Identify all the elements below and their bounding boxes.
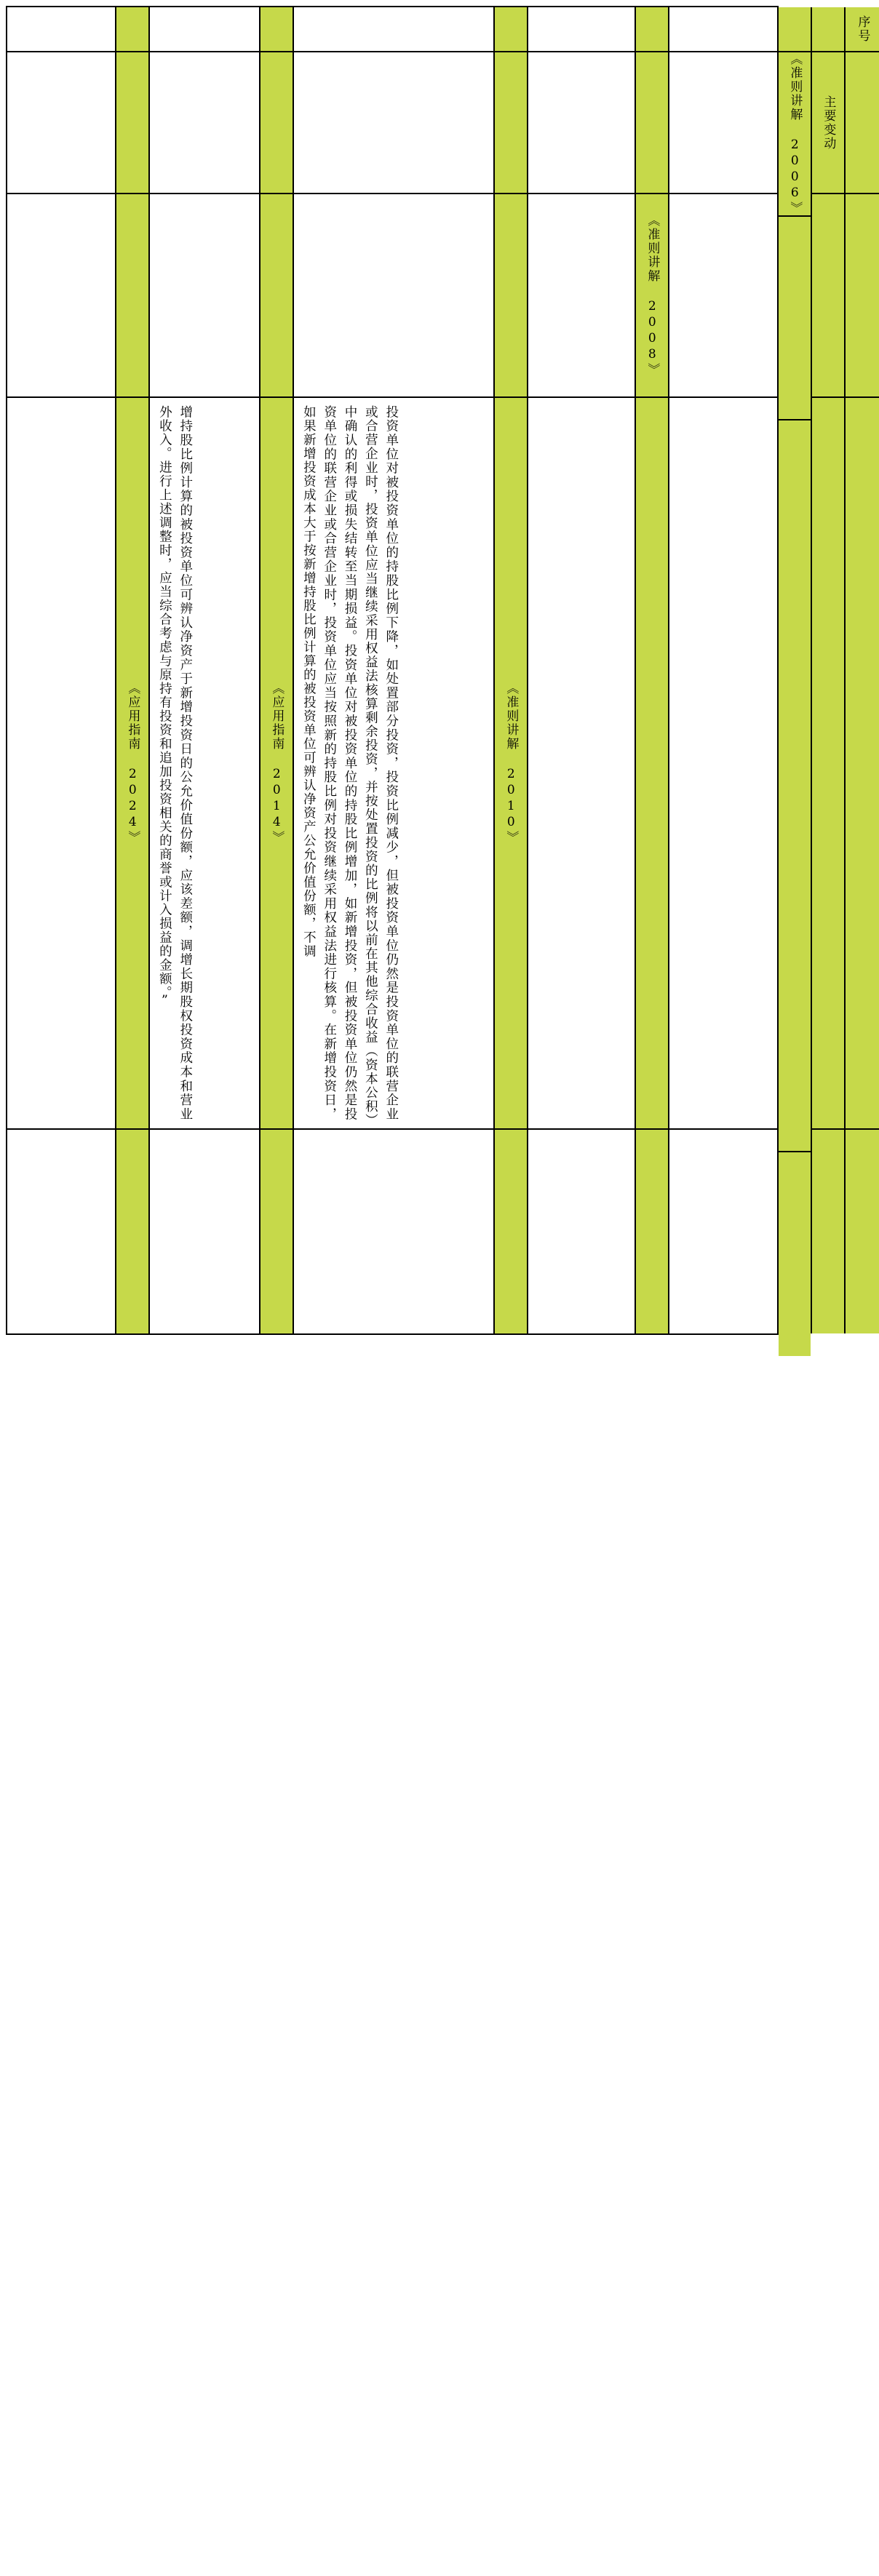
cell-jiangjie-2008-r3 (528, 194, 635, 398)
cell-jiangjie-2008-r5 (528, 1130, 635, 1333)
header-spacer-5 (812, 1130, 844, 1333)
header-spacer-4 (812, 398, 844, 1130)
cell-jiangjie-2008-r4 (528, 398, 635, 1130)
cell-jiangjie-2006-r1 (669, 7, 777, 52)
header-spacer-3 (779, 217, 811, 420)
cell-zhinan-2014-r2 (150, 52, 259, 194)
cell-jiangjie-2008-r1 (528, 7, 635, 52)
cell-jiangjie-2010-r5 (294, 1130, 493, 1333)
header-spacer-2 (260, 52, 293, 194)
cell-jiangjie-2010-r3 (294, 194, 493, 398)
header-spacer-2 (846, 52, 879, 194)
header-spacer-3 (812, 194, 844, 398)
cell-jiangjie-2006-r5 (669, 1130, 777, 1333)
header-spacer-4 (779, 420, 811, 1152)
column-zhinan-2014 (150, 7, 260, 1333)
cell-jiangjie-2006-r2 (669, 52, 777, 194)
header-spacer-1 (636, 7, 668, 52)
header-band-index (846, 7, 879, 1333)
cell-zhinan-2014-r4 (150, 398, 259, 1130)
column-jiangjie-2010 (294, 7, 495, 1333)
cell-zhinan-2014-r3 (150, 194, 259, 398)
header-band-main-change (812, 7, 846, 1333)
cell-zhinan-2024-r4 (7, 398, 115, 1130)
header-jiangjie-2010 (495, 398, 527, 1130)
cell-jiangjie-2010-r1 (294, 7, 493, 52)
header-spacer-1 (116, 7, 148, 52)
header-label: 《应用指南 2014》 (269, 682, 285, 845)
header-label: 主要变动 (821, 95, 836, 151)
header-jiangjie-2006 (779, 52, 811, 217)
header-label: 《准则讲解 2006》 (787, 52, 803, 215)
header-label: 序号 (855, 15, 870, 43)
header-spacer-3 (260, 194, 293, 398)
header-spacer-3 (495, 194, 527, 398)
header-spacer-1 (260, 7, 293, 52)
comparison-table (6, 6, 870, 1335)
header-jiangjie-2008 (636, 194, 668, 398)
cell-zhinan-2014-r5 (150, 1130, 259, 1333)
header-label: 《应用指南 2024》 (125, 682, 140, 845)
cell-jiangjie-2010-r4 (294, 398, 493, 1130)
header-spacer-3 (846, 194, 879, 398)
header-label: 《准则讲解 2008》 (645, 214, 660, 377)
header-band-zhinan-2014 (260, 7, 294, 1333)
header-band-zhinan-2024 (116, 7, 150, 1333)
column-zhinan-2024 (7, 7, 116, 1333)
cell-zhinan-2024-r5 (7, 1130, 115, 1333)
header-zhinan-2014 (260, 398, 293, 1130)
cell-jiangjie-2006-r4 (669, 398, 777, 1130)
cell-text: 增持股比例计算的被投资单位可辨认净资产于新增投资日的公允价值份额，应该差额，调增长期股权投资成本和营业外收入。进行上述调整时，应当综合考虑与原持有投资和追加投资相关的商誉或计入损益的金额。” (157, 405, 193, 1121)
header-band-jiangjie-2006 (779, 7, 812, 1333)
header-band-jiangjie-2008 (636, 7, 669, 1333)
header-spacer-1 (779, 7, 811, 52)
header-spacer-5 (636, 1130, 668, 1333)
header-spacer-5 (846, 1130, 879, 1333)
cell-zhinan-2024-r2 (7, 52, 115, 194)
header-main-change (812, 52, 844, 194)
cell-jiangjie-2010-r2 (294, 52, 493, 194)
header-band-jiangjie-2010 (495, 7, 528, 1333)
column-jiangjie-2008 (528, 7, 636, 1333)
cell-zhinan-2024-r3 (7, 194, 115, 398)
header-spacer-1 (495, 7, 527, 52)
header-spacer-5 (260, 1130, 293, 1333)
header-spacer-4 (846, 398, 879, 1130)
header-spacer-2 (116, 52, 148, 194)
header-spacer-5 (495, 1130, 527, 1333)
cell-text: 投资单位对被投资单位的持股比例下降，如处置部分投资，投资比例减少，但被投资单位仍然是投资单位的联营企业或合营企业时，投资单位应当继续采用权益法核算剩余投资，并按处置投资的比例将以前在其他综合收益（资本公积）中确认的利得或损失结转至当期损益。投资单位对被投资单位的持股比例增加，如新增投资，但被投资单位仍然是投资单位的联营企业或合营企业时，投资单位应当按照新的持股比例对投资继续采用权益法进行核算。在新增投资日，如果新增投资成本大于按新增持股比例计算的被投资单位可辨认净资产公允价值份额，不调 (301, 405, 399, 1121)
header-spacer-5 (116, 1130, 148, 1333)
header-spacer-3 (116, 194, 148, 398)
header-label: 《准则讲解 2010》 (504, 682, 519, 845)
header-spacer-4 (636, 398, 668, 1130)
header-spacer-5 (779, 1152, 811, 1356)
header-index (846, 7, 879, 52)
header-spacer-2 (495, 52, 527, 194)
cell-zhinan-2014-r1 (150, 7, 259, 52)
header-spacer-2 (636, 52, 668, 194)
cell-jiangjie-2006-r3 (669, 194, 777, 398)
cell-jiangjie-2008-r2 (528, 52, 635, 194)
column-jiangjie-2006 (669, 7, 779, 1333)
cell-zhinan-2024-r1 (7, 7, 115, 52)
header-spacer-1 (812, 7, 844, 52)
header-zhinan-2024 (116, 398, 148, 1130)
